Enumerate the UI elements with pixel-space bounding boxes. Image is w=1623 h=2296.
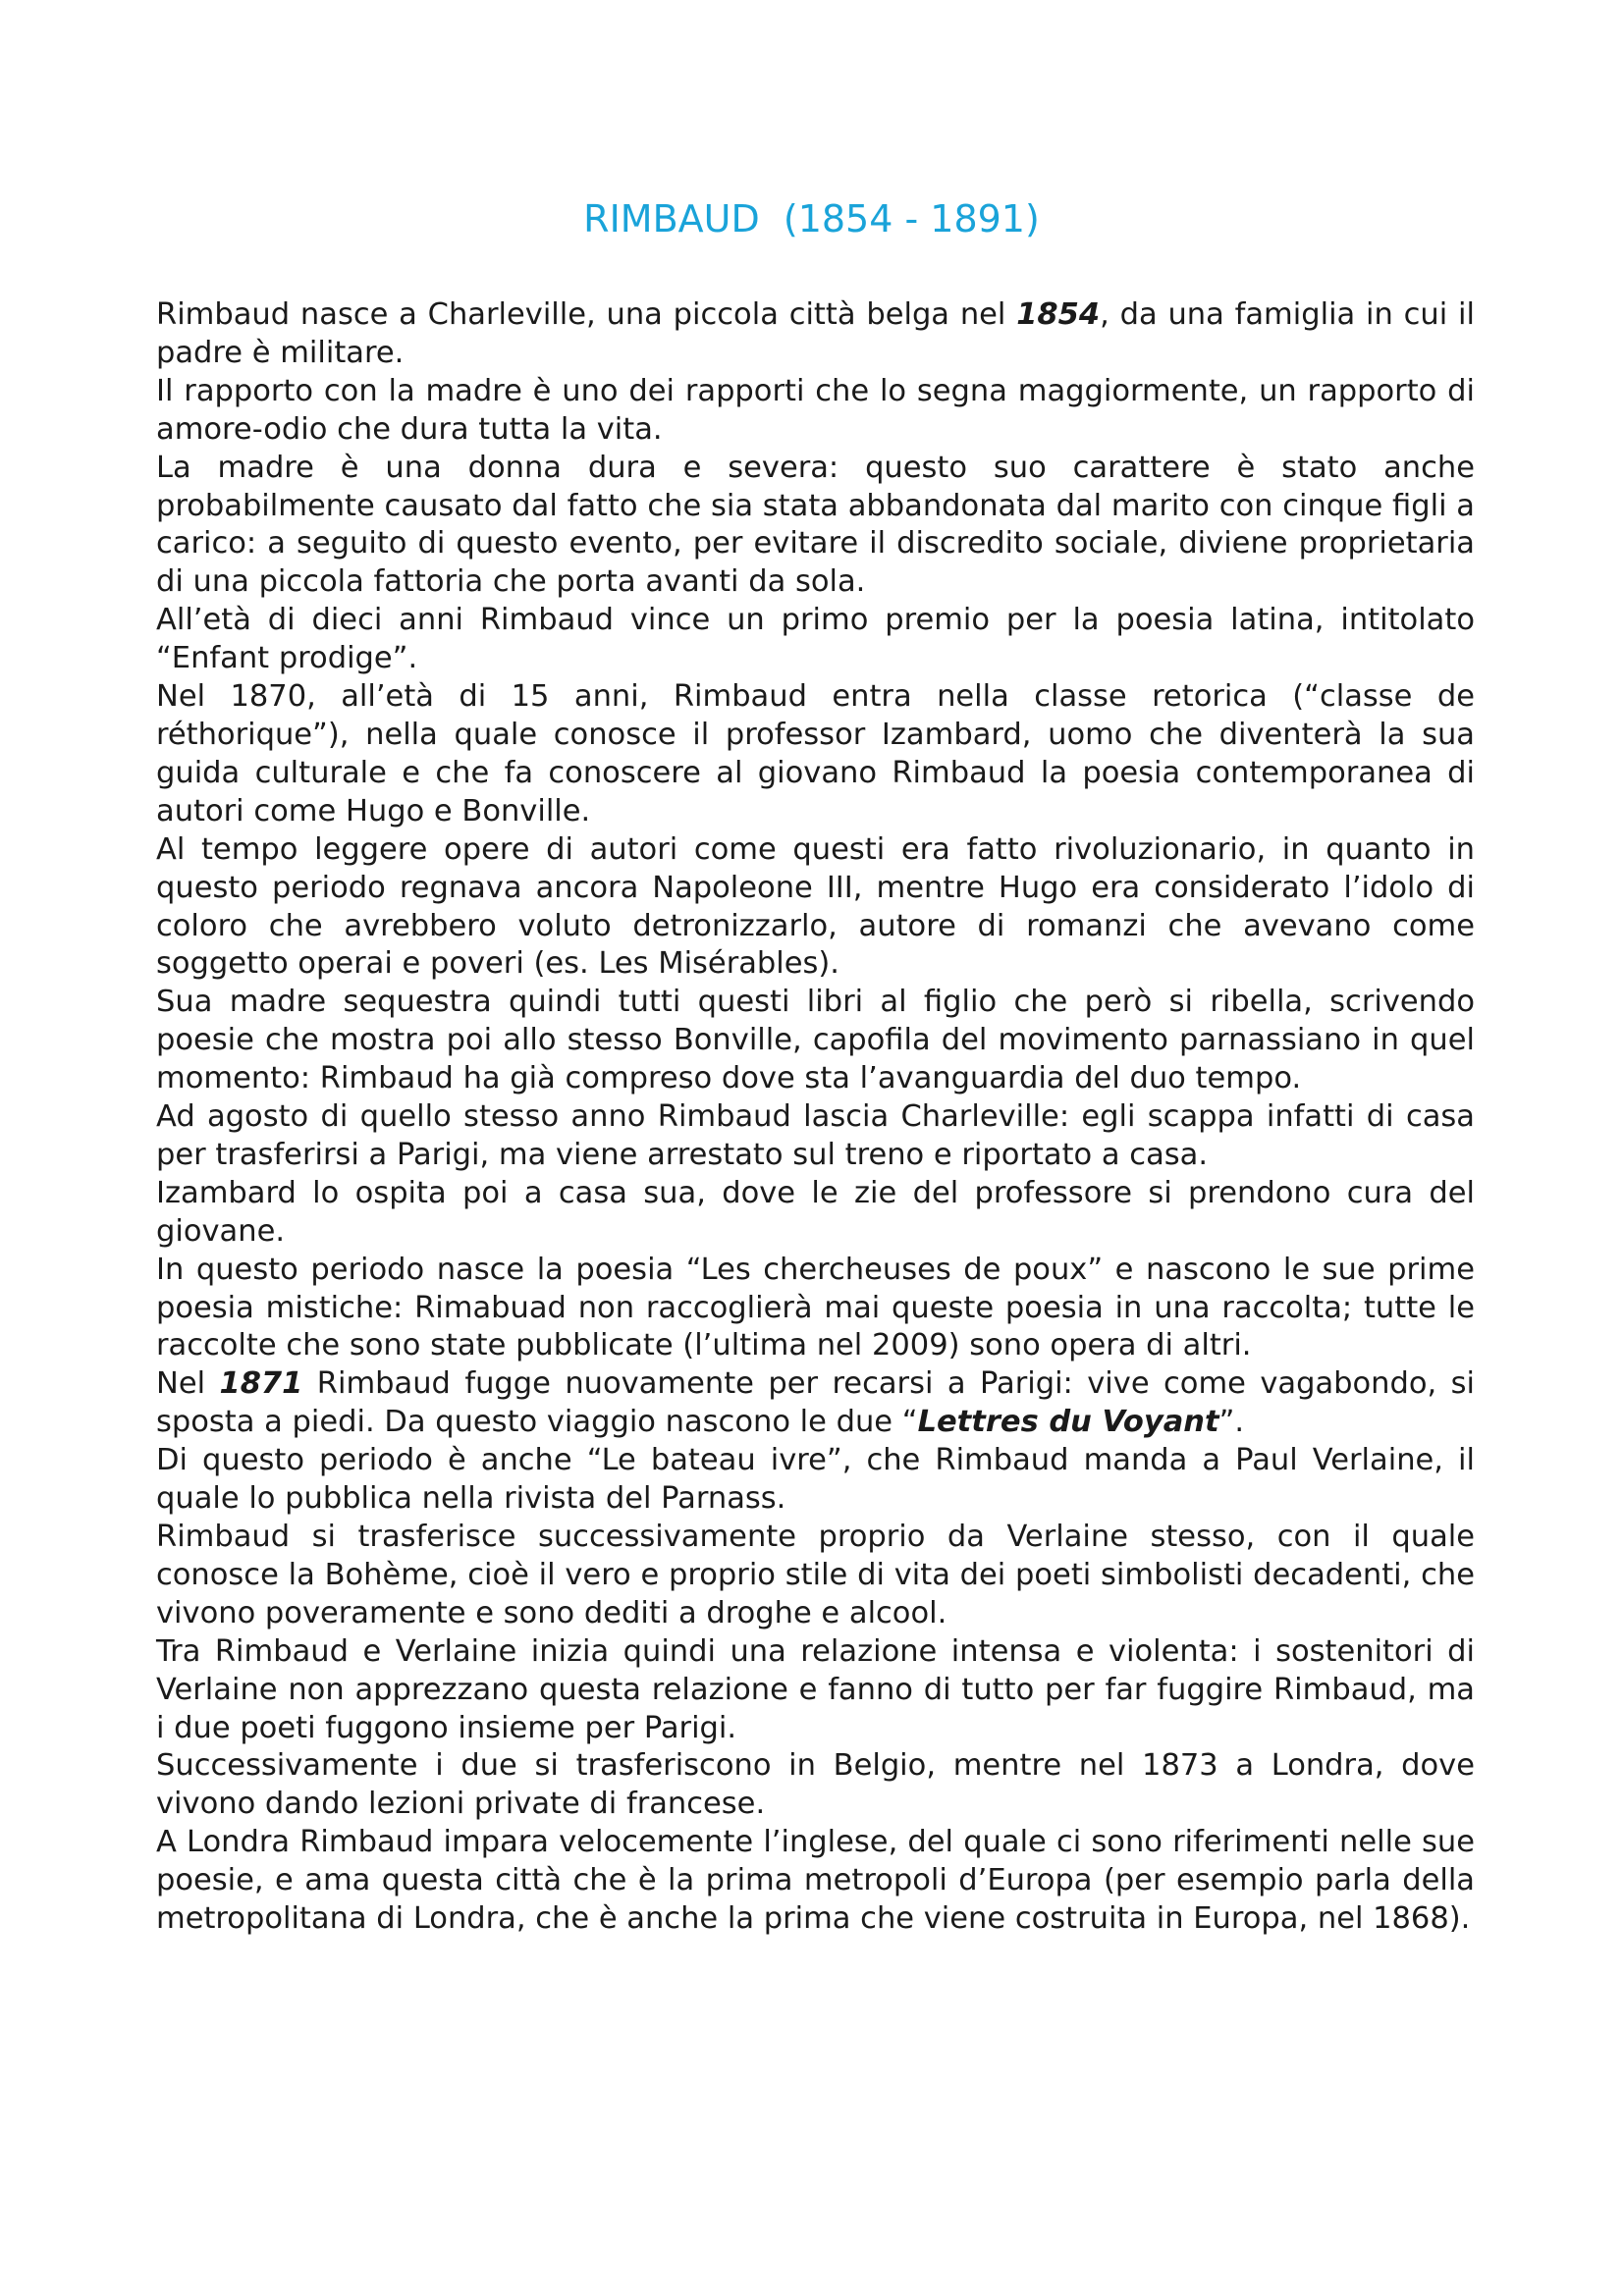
- text-segment: Rimbaud fugge nuovamente per recarsi a Parigi: vive come vagabondo, si sposta a piedi. Da questo viaggio nascono le due “: [156, 1366, 1475, 1440]
- text-segment: Nel 1870, all’età di 15 anni, Rimbaud entra nella classe retorica (“classe de réthorique”), nella quale conosce il professor Izambard, uomo che diventerà la sua guida culturale e che fa conoscere al giovano Rimbaud la poesia contemporanea di autori come Hugo e Bonville.: [156, 679, 1475, 828]
- paragraph-rebellion: [156, 984, 1475, 1098]
- text-segment: Rimbaud nasce a Charleville, una piccola città belga nel: [156, 297, 1017, 332]
- emphasis-year: 1854: [1016, 297, 1101, 332]
- text-segment: Sua madre sequestra quindi tutti questi libri al figlio che però si ribella, scrivendo poesie che mostra poi allo stesso Bonville, capofila del movimento parnassiano in quel momento: Rimbaud ha già compreso dove sta l’avanguardia del duo tempo.: [156, 985, 1475, 1096]
- text-segment: ”.: [1218, 1405, 1245, 1440]
- text-segment: Al tempo leggere opere di autori come questi era fatto rivoluzionario, in quanto in questo periodo regnava ancora Napoleone III, mentre Hugo era considerato l’idolo di coloro che avrebbero voluto detronizzarlo, autore di romanzi che avevano come soggetto operai e poveri (es. Les Misérables).: [156, 831, 1475, 982]
- document-body: [156, 296, 1475, 1939]
- text-segment: , da una famiglia in cui il padre è militare.: [156, 297, 1475, 370]
- paragraph-mystic-poems: [156, 1252, 1475, 1366]
- text-segment: Di questo periodo è anche “Le bateau ivre”, che Rimbaud manda a Paul Verlaine, il quale lo pubblica nella rivista del Parnass.: [156, 1443, 1475, 1517]
- text-segment: A Londra Rimbaud impara velocemente l’inglese, del quale ci sono riferimenti nelle sue poesie, e ama questa città che è la prima metropoli d’Europa (per esempio parla della metropolitana di Londra, che è anche la prima che viene costruita in Europa, nel 1868).: [156, 1825, 1475, 1937]
- text-segment: Successivamente i due si trasferiscono in Belgio, mentre nel 1873 a Londra, dove vivono dando lezioni private di francese.: [156, 1748, 1475, 1822]
- paragraph-izambard-hosts: [156, 1175, 1475, 1252]
- paragraph-mother-relation: [156, 373, 1475, 450]
- paragraph-london: [156, 1824, 1475, 1939]
- paragraph-bateau-ivre: [156, 1442, 1475, 1519]
- text-segment: All’età di dieci anni Rimbaud vince un primo premio per la poesia latina, intitolato “Enfant prodige”.: [156, 603, 1475, 676]
- paragraph-rhetoric-class: [156, 678, 1475, 831]
- text-segment: Il rapporto con la madre è uno dei rapporti che lo segna maggiormente, un rapporto di amore-odio che dura tutta la vita.: [156, 373, 1475, 447]
- paragraph-boheme: [156, 1519, 1475, 1633]
- emphasis-year: 1871: [219, 1366, 303, 1402]
- text-segment: Nel: [156, 1366, 220, 1402]
- text-segment: La madre è una donna dura e severa: questo suo carattere è stato anche probabilmente causato dal fatto che sia stata abbandonata dal marito con cinque figli a carico: a seguito di questo evento, per evitare il discredito sociale, diviene proprietaria di una piccola fattoria che porta avanti da sola.: [156, 450, 1475, 600]
- paragraph-1871-flight: [156, 1365, 1475, 1442]
- text-segment: In questo periodo nasce la poesia “Les chercheuses de poux” e nascono le sue prime poesia mistiche: Rimabuad non raccoglierà mai queste poesia in una raccolta; tutte le raccolte che sono state pubblicate (l’ultima nel 2009) sono opera di altri.: [156, 1252, 1475, 1363]
- paragraph-mother-character: [156, 450, 1475, 603]
- document-title: RIMBAUD (1854 - 1891): [583, 197, 1040, 240]
- text-segment: Tra Rimbaud e Verlaine inizia quindi una relazione intensa e violenta: i sostenitori di Verlaine non apprezzano questa relazione e fanno di tutto per far fuggire Rimbaud, ma i due poeti fuggono insieme per Parigi.: [156, 1633, 1475, 1745]
- text-segment: Rimbaud si trasferisce successivamente proprio da Verlaine stesso, con il quale conosce la Bohème, cioè il vero e proprio stile di vita dei poeti simbolisti decadenti, che vivono poveramente e sono dediti a droghe e alcool.: [156, 1520, 1475, 1630]
- paragraph-belgium-london: [156, 1747, 1475, 1824]
- paragraph-first-prize: [156, 602, 1475, 678]
- paragraph-birth: [156, 296, 1475, 373]
- paragraph-relationship: [156, 1633, 1475, 1748]
- emphasis-work-title: Lettres du Voyant: [917, 1405, 1219, 1440]
- text-segment: Izambard lo ospita poi a casa sua, dove le zie del professore si prendono cura del giovane.: [156, 1175, 1475, 1249]
- paragraph-escape: [156, 1098, 1475, 1175]
- text-segment: Ad agosto di quello stesso anno Rimbaud lascia Charleville: egli scappa infatti di casa per trasferirsi a Parigi, ma viene arrestato sul treno e riportato a casa.: [156, 1099, 1475, 1172]
- paragraph-revolutionary-reading: [156, 831, 1475, 985]
